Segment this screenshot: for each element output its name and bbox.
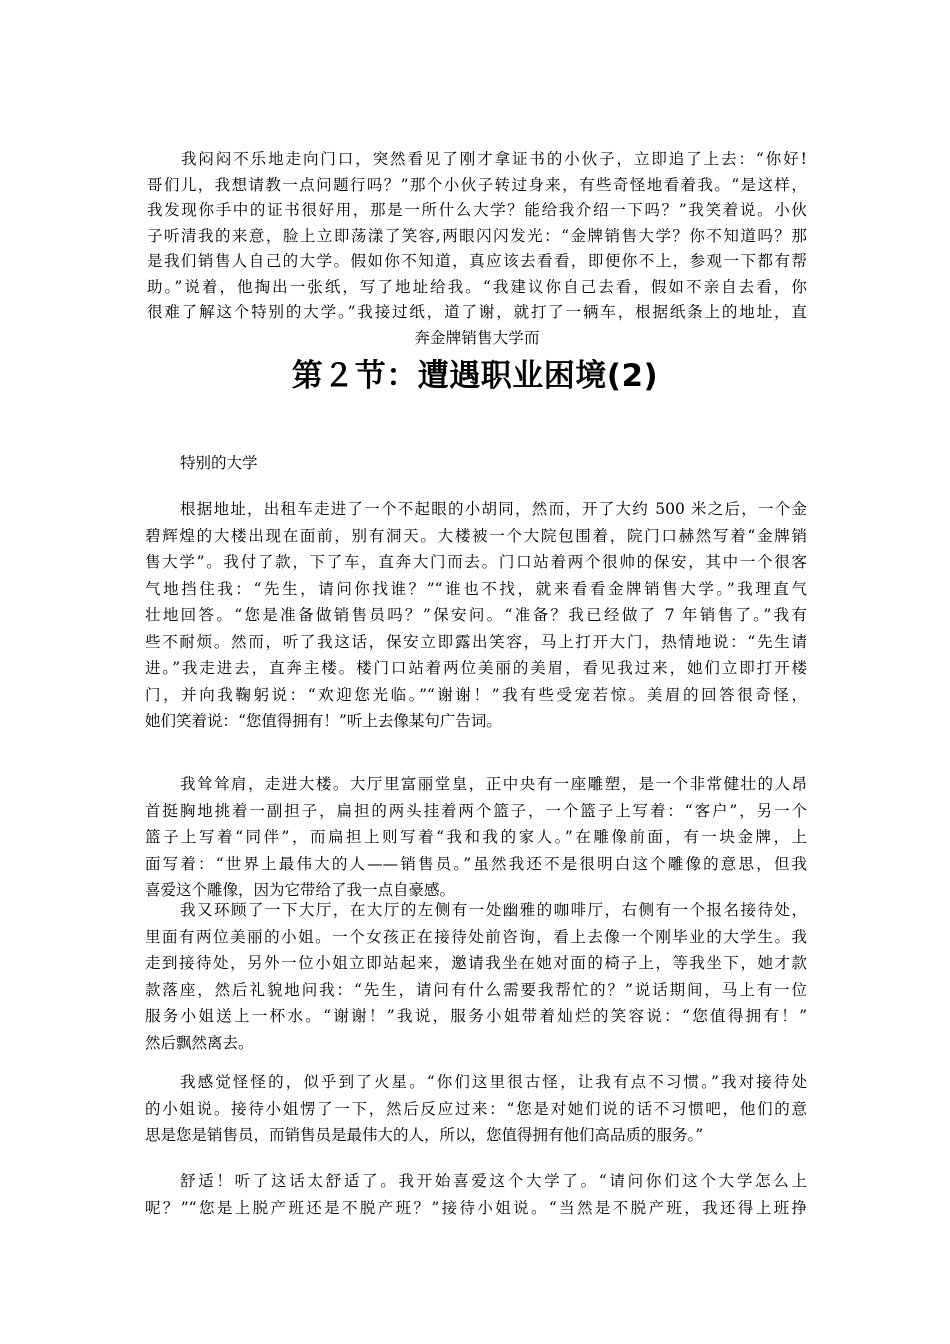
- paragraph: [145, 1168, 807, 1221]
- subsection-heading: 特别的大学: [180, 454, 258, 472]
- paragraph: [145, 1069, 807, 1149]
- text-line: 我闷闷不乐地走向门口，突然看见了刚才拿证书的小伙子，立即追了上去：“你好!: [181, 150, 807, 168]
- text-line: 售大学”。我付了款，下了车，直奔大门而去。门口站着两个很帅的保安，其中一个很客: [145, 553, 807, 571]
- text-line: 很难了解这个特别的大学。”我接过纸，道了谢，就打了一辆车，根据纸条上的地址，直: [147, 303, 807, 321]
- text-line: 是我们销售人自己的大学。假如你不知道，真应该去看看，即便你不上，参观一下都有帮: [147, 252, 807, 270]
- text-line: 子听清我的来意，脸上立即荡漾了笑容,两眼闪闪发光：“金牌销售大学？你不知道吗？那: [147, 226, 807, 245]
- text-line: 面写着：“世界上最伟大的人——销售员。”虽然我还不是很明白这个雕像的意思，但我: [145, 854, 807, 873]
- paragraph: [145, 771, 807, 904]
- paragraph: [145, 897, 807, 1056]
- text-line: 助。”说着，他掏出一张纸，写了地址给我。“我建议你自己去看，假如不亲自去看，你: [147, 277, 807, 296]
- text-line: 走到接待处，另外一位小姐立即站起来，邀请我坐在她对面的椅子上，等我坐下，她才款: [145, 954, 807, 972]
- text-line: 我耸耸肩，走进大楼。大厅里富丽堂皇，正中央有一座雕塑，是一个非常健壮的人昂: [180, 775, 807, 793]
- text-line: 舒适！听了这话太舒适了。我开始喜爱这个大学了。“请问你们这个大学怎么上: [180, 1172, 807, 1190]
- paragraph: [145, 496, 807, 735]
- text-line: 然后飘然离去。: [145, 1033, 254, 1052]
- text-line: 根据地址，出租车走进了一个不起眼的小胡同，然而，开了大约 500 米之后，一个金: [180, 500, 807, 518]
- text-line: 气地挡住我：“先生，请问你找谁？”“谁也不找，就来看看金牌销售大学。”我理直气: [145, 579, 807, 598]
- section-title: 第２节：遭遇职业困境(2): [291, 358, 659, 394]
- text-line: 门，并向我鞠躬说：“欢迎您光临。”“谢谢！”我有些受宠若惊。美眉的回答很奇怪，: [145, 685, 807, 704]
- text-line: 壮地回答。“您是准备做销售员吗？”保安问。“准备？我已经做了 7 年销售了。”我有: [145, 606, 807, 624]
- text-line: 碧辉煌的大楼出现在面前，别有洞天。大楼被一个大院包围着，院门口赫然写着“金牌销: [145, 526, 807, 545]
- text-line: 进。”我走进去，直奔主楼。楼门口站着两位美丽的美眉，看见我过来，她们立即打开楼: [145, 659, 807, 677]
- intro-paragraph: [147, 147, 807, 351]
- text-line: 篮子上写着“同伴”，而扁担上则写着“我和我的家人。”在雕像前面，有一块金牌，上: [145, 828, 807, 846]
- text-line: 我又环顾了一下大厅，在大厅的左侧有一处幽雅的咖啡厅，右侧有一个报名接待处，: [180, 901, 807, 919]
- text-line: 喜爱这个雕像，因为它带给了我一点自豪感。: [145, 881, 456, 899]
- text-line: 我感觉怪怪的，似乎到了火星。“你们这里很古怪，让我有点不习惯。”我对接待处: [180, 1073, 807, 1091]
- text-line: 哥们儿，我想请教一点问题行吗？”那个小伙子转过身来，有些奇怪地看着我。“是这样，: [147, 175, 807, 194]
- text-line: 的小姐说。接待小姐愣了一下，然后反应过来：“您是对她们说的话不习惯吧，他们的意: [145, 1099, 807, 1118]
- text-line: 呢？”“您是上脱产班还是不脱产班？”接待小姐说。“当然是不脱产班，我还得上班挣: [145, 1198, 807, 1217]
- text-line: 里面有两位美丽的小姐。一个女孩正在接待处前咨询，看上去像一个刚毕业的大学生。我: [145, 927, 807, 946]
- text-line: 思是您是销售员，而销售员是最伟大的人，所以，您值得拥有他们高品质的服务。”: [145, 1126, 704, 1144]
- text-line: 款落座，然后礼貌地问我：“先生，请问有什么需要我帮忙的？”说话期间，马上有一位: [145, 980, 807, 999]
- text-line: 她们笑着说：“您值得拥有！”听上去像某句广告词。: [145, 712, 502, 730]
- text-line: 我发现你手中的证书很好用，那是一所什么大学？能给我介绍一下吗？”我笑着说。小伙: [147, 201, 807, 219]
- text-line: 首挺胸地挑着一副担子，扁担的两头挂着两个篮子，一个篮子上写着：“客户”，另一个: [145, 801, 807, 820]
- text-line: 些不耐烦。然而，听了我这话，保安立即露出笑容，马上打开大门，热情地说：“先生请: [145, 632, 807, 651]
- text-line: 服务小姐送上一杯水。“谢谢！”我说，服务小姐带着灿烂的笑容说：“您值得拥有！”: [145, 1007, 807, 1025]
- text-line: 奔金牌销售大学而: [414, 328, 540, 347]
